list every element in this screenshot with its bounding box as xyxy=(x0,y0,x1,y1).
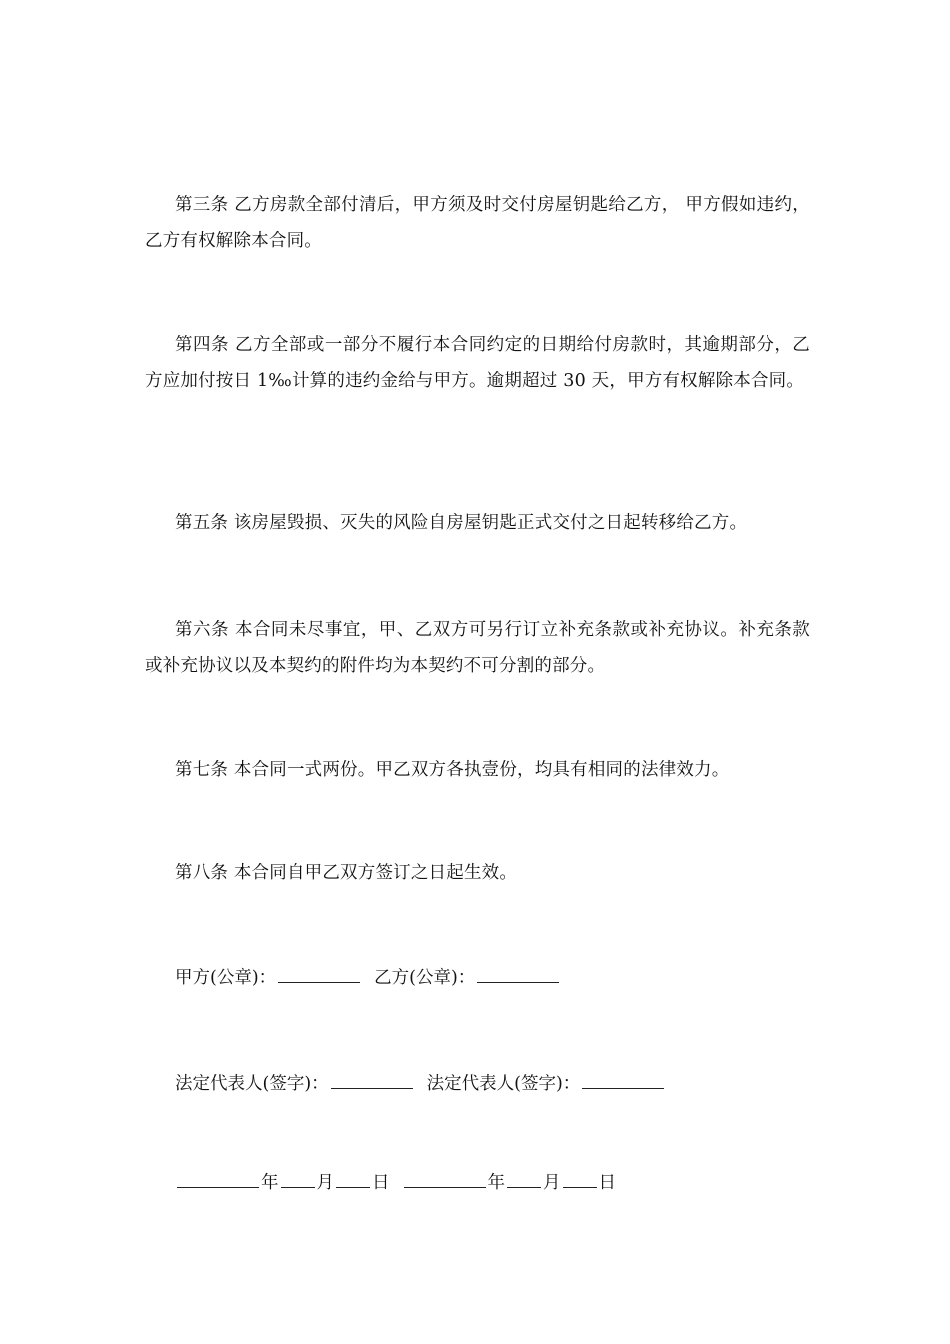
article-8: 第八条 本合同自甲乙双方签订之日起生效。 xyxy=(175,863,518,883)
article-4: 第四条 乙方全部或一部分不履行本合同约定的日期给付房款时，其逾期部分，乙方应加付按日 1‰计算的违约金给与甲方。逾期超过 30 天，甲方有权解除本合同。 xyxy=(145,335,810,391)
date-a-month: 月 xyxy=(316,1173,334,1193)
seal-line xyxy=(175,960,561,996)
rep-b-blank xyxy=(582,1070,664,1089)
rep-a-label: 法定代表人(签字)： xyxy=(175,1074,329,1094)
date-b-year: 年 xyxy=(487,1173,505,1193)
party-b-seal-blank xyxy=(477,964,559,983)
date-b-month-blank xyxy=(507,1169,541,1188)
date-a-day: 日 xyxy=(372,1173,390,1193)
party-a-seal-label: 甲方(公章)： xyxy=(175,968,277,988)
date-a-year: 年 xyxy=(261,1173,279,1193)
article-7: 第七条 本合同一式两份。甲乙双方各执壹份，均具有相同的法律效力。 xyxy=(175,760,730,780)
rep-a-blank xyxy=(331,1070,413,1089)
article-3: 第三条 乙方房款全部付清后，甲方须及时交付房屋钥匙给乙方， 甲方假如违约，乙方有权解除本合同。 xyxy=(145,195,810,251)
representative-line xyxy=(175,1066,666,1102)
article-5: 第五条 该房屋毁损、灭失的风险自房屋钥匙正式交付之日起转移给乙方。 xyxy=(175,513,748,533)
party-a-seal-blank xyxy=(278,964,360,983)
rep-b-label: 法定代表人(签字)： xyxy=(426,1074,581,1094)
date-b-month: 月 xyxy=(543,1173,561,1193)
date-b-year-blank xyxy=(404,1169,486,1188)
date-a-month-blank xyxy=(281,1169,315,1188)
date-a-year-blank xyxy=(177,1169,259,1188)
party-b-seal-label: 乙方(公章)： xyxy=(374,968,476,988)
article-6: 第六条 本合同未尽事宜，甲、乙双方可另行订立补充条款或补充协议。补充条款或补充协议以及本契约的附件均为本契约不可分割的部分。 xyxy=(145,620,810,676)
date-b-day: 日 xyxy=(598,1173,616,1193)
date-a-day-blank xyxy=(336,1169,370,1188)
date-line xyxy=(175,1165,616,1201)
date-b-day-blank xyxy=(563,1169,597,1188)
